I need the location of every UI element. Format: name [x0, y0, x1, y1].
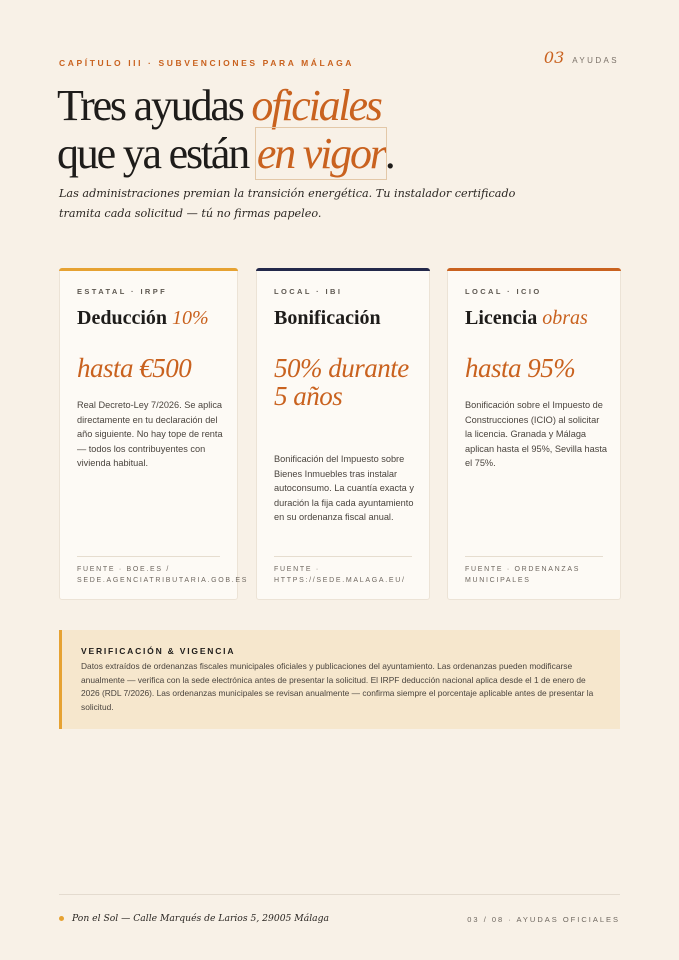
card-title-emphasis: 10% — [172, 307, 209, 329]
footer-divider — [59, 894, 620, 895]
card-title — [274, 307, 381, 330]
card-title-text: Licencia — [465, 307, 543, 329]
footer-address-block — [59, 913, 329, 924]
page-number: 03 — [543, 48, 565, 67]
card-amount: hasta 95% — [465, 353, 576, 383]
title-line1-emphasis: oficiales — [251, 81, 381, 130]
card-description: Real Decreto-Ley 7/2026. Se aplica directamente en tu declaración del año siguiente. No hay tope de renta — todos los contribuyentes con vivienda habitual. — [77, 400, 223, 469]
card-tag: LOCAL · IBI — [274, 287, 343, 296]
card-accent-bar — [447, 268, 621, 271]
card-title-text: Deducción — [77, 307, 172, 329]
title-line1-text: Tres ayudas — [57, 81, 252, 130]
card-source: FUENTE · HTTPS://SEDE.MALAGA.EU/ — [274, 566, 406, 584]
verification-body: Datos extraídos de ordenanzas fiscales municipales oficiales y publicaciones del ayuntamiento. Las ordenanzas pueden modificarse anualmente — verifica con la sede electrónica antes de presentar la solicitud. El IRPF deducción nacional aplica desde el 1 de enero de 2026 (RDL 7/2026). Las ordenanzas municipales se revisan anualmente — confirma siempre el porcentaje aplicable antes de presentar la solicitud. — [81, 661, 594, 712]
title-line2-text: que ya están — [57, 129, 257, 178]
card-title — [465, 307, 588, 330]
verification-notice — [59, 630, 620, 729]
card-amount: 50% durante 5 años — [274, 353, 409, 411]
card-amount: hasta €500 — [77, 353, 192, 383]
footer-pagination: 03 / 08 · AYUDAS OFICIALES — [467, 915, 620, 924]
page-marker — [544, 48, 619, 67]
card-source: FUENTE · BOE.ES / SEDE.AGENCIATRIBUTARIA.GOB.ES — [77, 566, 249, 584]
card-tag: ESTATAL · IRPF — [77, 287, 168, 296]
page-section-label: AYUDAS — [572, 56, 619, 65]
card-title — [77, 307, 209, 330]
card-description: Bonificación sobre el Impuesto de Construcciones (ICIO) al solicitar la licencia. Granada y Málaga aplican hasta el 95%, Sevilla hasta el 75%. — [465, 400, 607, 469]
intro-text: Las administraciones premian la transición energética. Tu instalador certificado tramita cada solicitud — tú no firmas papeleo. — [59, 187, 516, 220]
card-accent-bar — [256, 268, 430, 271]
chapter-kicker: CAPÍTULO III · SUBVENCIONES PARA MÁLAGA — [59, 58, 355, 68]
card-title-emphasis: obras — [542, 307, 588, 329]
footer-address: Pon el Sol — Calle Marqués de Larios 5, 29005 Málaga — [72, 913, 329, 924]
card-divider — [465, 556, 603, 557]
bullet-dot-icon — [59, 916, 64, 921]
card-icio — [447, 268, 621, 600]
page-title — [57, 82, 394, 178]
verification-title: VERIFICACIÓN & VIGENCIA — [81, 646, 236, 656]
title-line2-emphasis: en vigor — [256, 129, 385, 178]
card-ibi — [256, 268, 430, 600]
card-description: Bonificación del Impuesto sobre Bienes Inmuebles tras instalar autoconsumo. La cuantía exacta y duración la fija cada ayuntamiento en su ordenanza fiscal anual. — [274, 454, 414, 523]
card-source: FUENTE · ORDENANZAS MUNICIPALES — [465, 566, 581, 584]
card-tag: LOCAL · ICIO — [465, 287, 542, 296]
title-line2-end: . — [384, 129, 394, 178]
card-accent-bar — [59, 268, 238, 271]
card-divider — [77, 556, 220, 557]
card-title-text: Bonificación — [274, 307, 381, 329]
card-irpf — [59, 268, 249, 600]
card-divider — [274, 556, 412, 557]
